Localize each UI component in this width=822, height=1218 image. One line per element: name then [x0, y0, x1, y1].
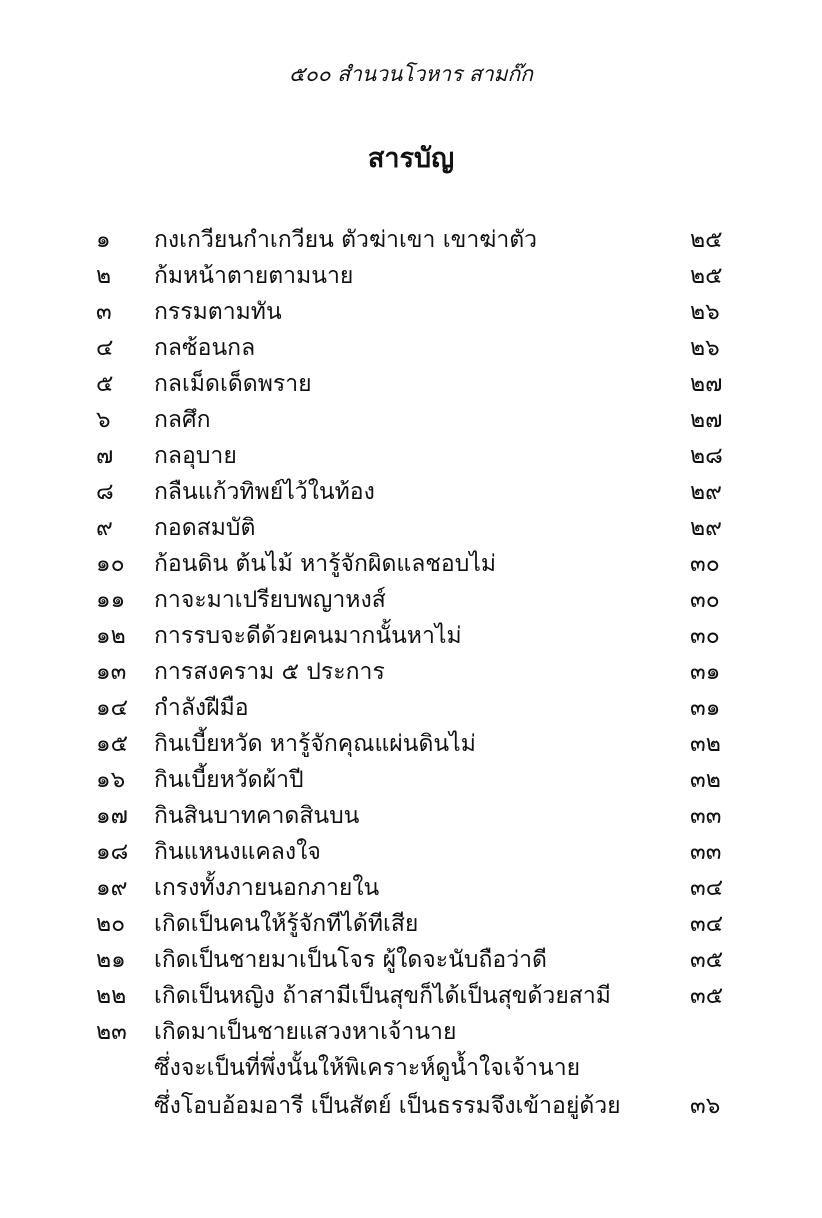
entry-title: กลอุบาย — [154, 443, 237, 469]
running-header: ๕๐๐ สำนวนโวหาร สามก๊ก — [289, 62, 533, 86]
toc-entry — [0, 942, 822, 978]
entry-page: ๒๖ — [690, 335, 720, 361]
entry-page: ๓๑ — [690, 659, 721, 685]
entry-title: กลืนแก้วทิพย์ไว้ในท้อง — [154, 479, 375, 505]
entry-page: ๓๒ — [690, 767, 721, 793]
entry-page: ๓๐ — [690, 623, 720, 649]
entry-page: ๓๒ — [690, 731, 721, 757]
toc-entry — [0, 294, 822, 330]
entry-title: กำลังฝีมือ — [154, 695, 249, 721]
toc-entry — [0, 510, 822, 546]
entry-title: กินแหนงแคลงใจ — [154, 839, 321, 865]
toc-entry — [0, 654, 822, 690]
entry-number: ๕ — [96, 371, 114, 397]
entry-title: กาจะมาเปรียบพญาหงส์ — [154, 587, 386, 613]
toc-entry — [0, 366, 822, 402]
entry-title: กรรมตามทัน — [154, 299, 282, 325]
toc-entry — [0, 690, 822, 726]
entry-number: ๒๐ — [96, 911, 126, 937]
entry-number: ๗ — [96, 443, 114, 469]
toc-entry — [0, 474, 822, 510]
entry-number: ๑๒ — [96, 623, 126, 649]
entry-title: กินสินบาทคาดสินบน — [154, 803, 360, 829]
entry-title: เกิดเป็นหญิง ถ้าสามีเป็นสุขก็ได้เป็นสุขด้วยสามี — [154, 983, 611, 1009]
entry-page: ๒๕ — [690, 227, 723, 253]
entry-page: ๒๗ — [690, 371, 723, 397]
entry-page: ๓๖ — [690, 1093, 721, 1119]
entry-title: กินเบี้ยหวัด หารู้จักคุณแผ่นดินไม่ — [154, 731, 476, 757]
entry-number: ๔ — [96, 335, 114, 361]
toc-entry — [0, 762, 822, 798]
entry-page: ๓๓ — [690, 839, 722, 865]
toc-entry — [0, 438, 822, 474]
entry-page: ๓๕ — [690, 983, 724, 1009]
entry-page: ๒๗ — [690, 407, 723, 433]
entry-page: ๒๘ — [690, 443, 723, 469]
entry-title: กลเม็ดเด็ดพราย — [154, 371, 312, 397]
toc-entry — [0, 582, 822, 618]
toc-entry — [0, 258, 822, 294]
toc-entry — [0, 870, 822, 906]
entry-page: ๒๕ — [690, 263, 723, 289]
toc-entry — [0, 798, 822, 834]
entry-page: ๓๑ — [690, 695, 721, 721]
entry-number: ๑๓ — [96, 659, 127, 685]
entry-title: การรบจะดีด้วยคนมากนั้นหาไม่ — [154, 623, 462, 649]
entry-number: ๒๑ — [96, 947, 126, 973]
toc-entry — [0, 834, 822, 870]
entry-page: ๓๕ — [690, 947, 724, 973]
entry-number: ๑๙ — [96, 875, 128, 901]
toc-entry — [0, 546, 822, 582]
entry-number: ๒๓ — [96, 1019, 127, 1045]
toc-entry — [0, 330, 822, 366]
entry-number: ๓ — [96, 299, 112, 325]
entry-page: ๒๙ — [690, 515, 723, 541]
entry-page: ๓๐ — [690, 551, 720, 577]
entry-number: ๑๕ — [96, 731, 129, 757]
entry-title: เกิดเป็นชายมาเป็นโจร ผู้ใดจะนับถือว่าดี — [154, 947, 547, 973]
entry-title: การสงคราม ๕ ประการ — [154, 659, 385, 685]
entry-number: ๙ — [96, 515, 113, 541]
entry-page: ๓๔ — [690, 875, 724, 901]
toc-entry-23-line1 — [0, 1014, 822, 1050]
entry-title: ก้อนดิน ต้นไม้ หารู้จักผิดแลชอบไม่ — [154, 551, 497, 577]
entry-number: ๘ — [96, 479, 114, 505]
toc-entry — [0, 726, 822, 762]
page-title: สารบัญ — [367, 143, 455, 174]
toc-entry — [0, 978, 822, 1014]
entry-number: ๑๑ — [96, 587, 126, 613]
toc-entry-23-line3 — [0, 1088, 822, 1124]
entry-number: ๒ — [96, 263, 112, 289]
toc-entry — [0, 618, 822, 654]
entry-number: ๑๘ — [96, 839, 129, 865]
entry-page: ๓๔ — [690, 911, 724, 937]
entry-number: ๑๐ — [96, 551, 125, 577]
entry-title-continued: ซึ่งโอบอ้อมอารี เป็นสัตย์ เป็นธรรมจึงเข้าอยู่ด้วย — [154, 1093, 621, 1119]
entry-title-continued: ซึ่งจะเป็นที่พึ่งนั้นให้พิเคราะห์ดูน้ำใจเจ้านาย — [154, 1055, 581, 1081]
toc-entry — [0, 222, 822, 258]
entry-number: ๑๔ — [96, 695, 129, 721]
entry-number: ๒๒ — [96, 983, 127, 1009]
entry-title: กอดสมบัติ — [154, 515, 256, 541]
entry-title: กลซ้อนกล — [154, 335, 256, 361]
entry-title: เกรงทั้งภายนอกภายใน — [154, 875, 380, 901]
entry-title: เกิดมาเป็นชายแสวงหาเจ้านาย — [154, 1019, 457, 1045]
entry-number: ๖ — [96, 407, 111, 433]
entry-title: กลศึก — [154, 407, 211, 433]
entry-title: เกิดเป็นคนให้รู้จักทีได้ทีเสีย — [154, 911, 419, 937]
toc-entry-23-line2 — [0, 1050, 822, 1086]
entry-page: ๓๐ — [690, 587, 720, 613]
entry-title: กงเกวียนกำเกวียน ตัวฆ่าเขา เขาฆ่าตัว — [154, 227, 538, 253]
entry-page: ๒๙ — [690, 479, 723, 505]
entry-number: ๑๖ — [96, 767, 126, 793]
entry-title: ก้มหน้าตายตามนาย — [154, 263, 354, 289]
toc-entry — [0, 402, 822, 438]
entry-number: ๑๗ — [96, 803, 128, 829]
entry-title: กินเบี้ยหวัดผ้าปี — [154, 767, 304, 793]
entry-number: ๑ — [96, 227, 111, 253]
entry-page: ๒๖ — [690, 299, 720, 325]
entry-page: ๓๓ — [690, 803, 722, 829]
toc-entry — [0, 906, 822, 942]
